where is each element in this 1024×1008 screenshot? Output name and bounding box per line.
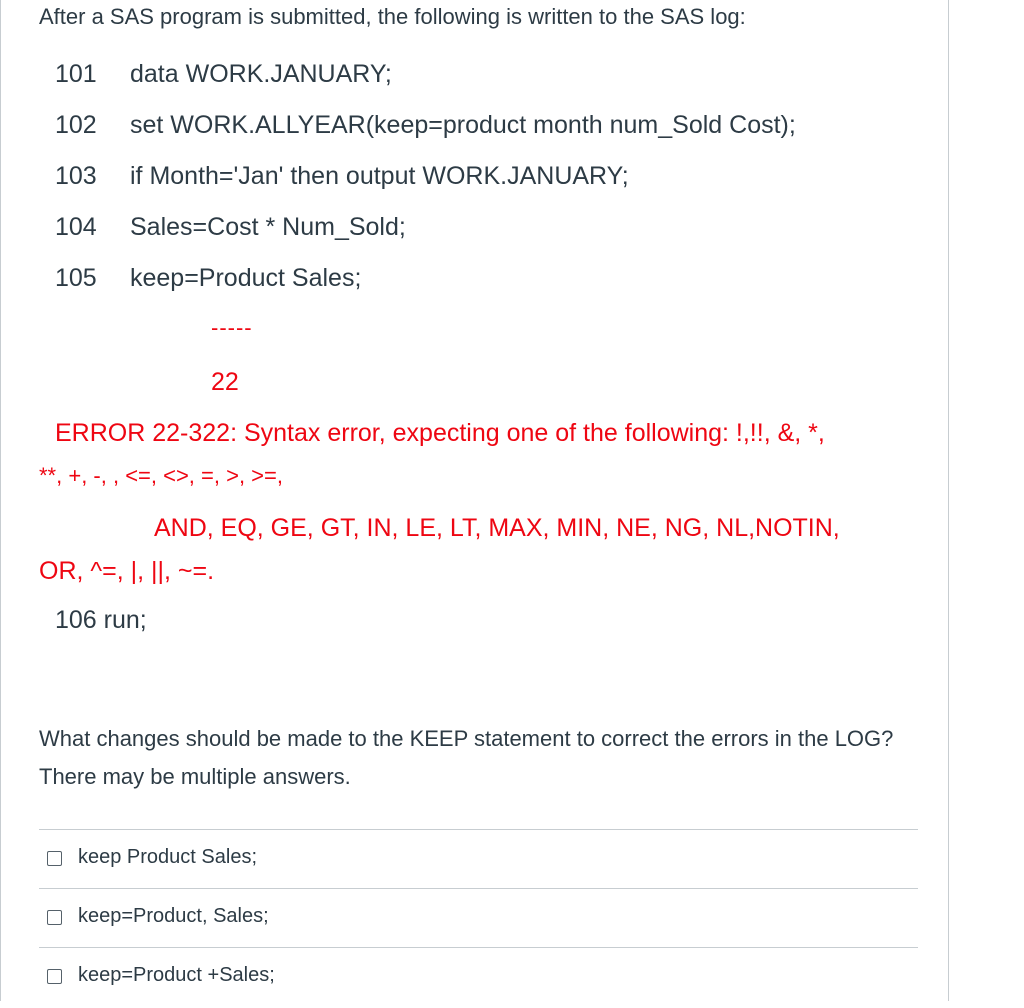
answer-option[interactable] bbox=[39, 947, 918, 1008]
log-line-number: 101 bbox=[55, 60, 97, 88]
log-line-code: data WORK.JANUARY; bbox=[130, 60, 392, 88]
log-line-number: 104 bbox=[55, 213, 97, 241]
log-line-code: keep=Product Sales; bbox=[130, 264, 362, 292]
log-line-code: Sales=Cost * Num_Sold; bbox=[130, 213, 406, 241]
error-underline: ----- bbox=[211, 315, 253, 340]
answer-option[interactable] bbox=[39, 829, 918, 888]
error-message-line-4: OR, ^=, |, ||, ~=. bbox=[39, 557, 215, 585]
error-message-line-2: **, +, -, , <=, <>, =, >, >=, bbox=[39, 463, 283, 488]
error-message-line-3: AND, EQ, GE, GT, IN, LE, LT, MAX, MIN, NE, NG, NL,NOTIN, bbox=[154, 514, 840, 542]
log-line-run: 106 run; bbox=[55, 606, 147, 634]
error-message-line-1: ERROR 22-322: Syntax error, expecting one of the following: !,!!, &, *, bbox=[55, 419, 825, 447]
right-border bbox=[948, 0, 949, 1001]
log-line-code: if Month='Jan' then output WORK.JANUARY; bbox=[130, 162, 629, 190]
answer-label[interactable]: keep=Product, Sales; bbox=[78, 905, 269, 927]
question-intro: After a SAS program is submitted, the following is written to the SAS log: bbox=[39, 4, 746, 29]
answer-list bbox=[39, 829, 918, 1008]
answer-label[interactable]: keep Product Sales; bbox=[78, 846, 257, 868]
checkbox[interactable] bbox=[47, 851, 62, 866]
log-line-code: set WORK.ALLYEAR(keep=product month num_Sold Cost); bbox=[130, 111, 796, 139]
error-code: 22 bbox=[211, 368, 239, 396]
log-line-number: 105 bbox=[55, 264, 97, 292]
left-border bbox=[0, 0, 1, 1001]
answer-label[interactable]: keep=Product +Sales; bbox=[78, 964, 275, 986]
log-line-number: 102 bbox=[55, 111, 97, 139]
answer-option[interactable] bbox=[39, 888, 918, 947]
log-line-number: 103 bbox=[55, 162, 97, 190]
checkbox[interactable] bbox=[47, 910, 62, 925]
question-text: What changes should be made to the KEEP statement to correct the errors in the LOG? There may be multiple answers. bbox=[39, 726, 894, 789]
checkbox[interactable] bbox=[47, 969, 62, 984]
